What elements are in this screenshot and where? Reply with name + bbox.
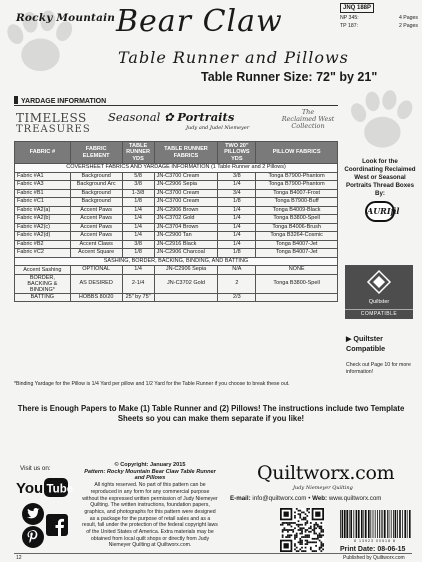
triangle-right-icon: ▶ — [346, 336, 352, 343]
table-cell: OPTIONAL — [70, 266, 122, 275]
table-cell: Fabric #A3 — [15, 181, 71, 190]
email-link[interactable]: info@quiltworx.com — [252, 495, 307, 502]
table-cell: 1/8 — [218, 249, 256, 258]
page-subtitle: Table Runner and Pillows — [118, 48, 349, 67]
table-cell: 1/4 — [122, 223, 154, 232]
extras-row — [15, 274, 338, 293]
pre-title: Rocky Mountain — [16, 12, 116, 24]
table-cell: AS DESIRED — [70, 274, 122, 293]
table-cell: Accent Sashing — [15, 266, 71, 275]
pattern-ident-box — [340, 3, 418, 30]
page-number: 12 — [16, 555, 22, 561]
table-cell: JN-C3700 Cream — [154, 198, 218, 207]
table-row — [15, 232, 338, 241]
quiltster-diamond-icon — [367, 270, 391, 294]
contact-line: E-mail: info@quiltworx.com • Web: www.quiltworx.com — [230, 495, 382, 502]
runner-size-title: Table Runner Size: 72" by 21" — [201, 70, 378, 84]
table-cell: Tonga B4006-Brush — [256, 223, 338, 232]
qr-code[interactable] — [280, 508, 324, 552]
ident-row: TP 187: 2 Pages — [340, 23, 418, 29]
table-row — [15, 172, 338, 181]
table-cell: JN-C3702 Gold — [154, 215, 218, 224]
table-row — [15, 249, 338, 258]
table-cell: Accent Square — [70, 249, 122, 258]
column-header: PILLOW FABRICS — [256, 142, 338, 164]
table-cell: JN-C2900 Tan — [154, 232, 218, 241]
column-header: TABLE RUNNER YDS — [122, 142, 154, 164]
paw-print-icon — [346, 86, 416, 156]
table-cell: 2 — [218, 274, 256, 293]
twitter-icon[interactable] — [22, 503, 44, 525]
table-cell: Fabric #C1 — [15, 198, 71, 207]
table-cell: BORDER, BACKING & BINDING* — [15, 274, 71, 293]
table-cell: Tonga B4007-Jet — [256, 240, 338, 249]
facebook-icon[interactable] — [46, 514, 68, 536]
table-cell: JN-C2906 Brown — [154, 206, 218, 215]
quiltster-badge: Quiltster COMPATIBLE — [345, 265, 413, 319]
svg-text:You: You — [16, 480, 44, 497]
table-cell: Tonga B3800-Spell — [256, 215, 338, 224]
column-header: TABLE RUNNER FABRICS — [154, 142, 218, 164]
table-cell: Fabric #A2(b) — [15, 215, 71, 224]
table-cell: Fabric #A2(a) — [15, 206, 71, 215]
table-cell: Tonga B7900-Phantom — [256, 181, 338, 190]
table-cell: Accent Claws — [70, 240, 122, 249]
table-cell: 25" by 75" — [122, 293, 154, 302]
page-title: Bear Claw — [116, 4, 283, 39]
table-cell: 1/8 — [122, 198, 154, 207]
upc-barcode — [338, 510, 412, 538]
copyright-notice: © Copyright: January 2015 Pattern: Rocky Mountain Bear Claw Table Runner and Pillows All rights reserved. No part of this pattern can be reproduced in any form for any commercial purpose without the expressed written permission of Judy Niemeyer Quilting. The written instructions, foundation papers, graphics, and photographs for this pattern were designed as a package for the purpose of retail sales and as a result, fall under the protection of the federal copyright laws of the United States of America. Extra materials may be obtained from local quilt shops or directly from Judy Niemeyer Quilting at Quiltworx.com. — [82, 462, 218, 549]
seasonal-portraits-logo: Seasonal ✿ Portraits Judy and Judel Niemeyer — [108, 110, 250, 131]
table-cell: 1/4 — [218, 206, 256, 215]
table-cell: Fabric #A2(c) — [15, 223, 71, 232]
svg-text:Tube: Tube — [46, 483, 74, 496]
table-row — [15, 181, 338, 190]
table-cell: Tonga B4007-Frost — [256, 189, 338, 198]
table-row — [15, 223, 338, 232]
table-cell: Background — [70, 198, 122, 207]
table-cell: 1/4 — [122, 215, 154, 224]
table-cell — [154, 293, 218, 302]
table-cell: HOBBS 80/20 — [70, 293, 122, 302]
barcode-number: 8 13923 00518 8 — [354, 539, 396, 543]
table-cell: JN-C3700 Cream — [154, 172, 218, 181]
table-cell: 2-1/4 — [122, 274, 154, 293]
pinterest-icon[interactable] — [22, 526, 44, 548]
checkout-note: Check out Page 10 for more information! — [346, 362, 411, 375]
quiltworx-tagline: Judy Niemeyer Quilting — [293, 485, 353, 491]
table-cell: Fabric #C2 — [15, 249, 71, 258]
ident-row: NP 345: 4 Pages — [340, 15, 418, 21]
aurifil-logo: AURIfil — [365, 201, 395, 222]
table-cell: 1-3/8 — [122, 189, 154, 198]
publisher-credit: Published by Quiltworx.com — [343, 555, 405, 561]
table-cell: Fabric #A1 — [15, 172, 71, 181]
extras-row — [15, 266, 338, 275]
table-cell: Accent Paws — [70, 232, 122, 241]
table-row — [15, 198, 338, 207]
table-cell: 1/8 — [218, 198, 256, 207]
table-cell: JN-C2906 Sepia — [154, 266, 218, 275]
table-cell: JN-C2906 Charcoal — [154, 249, 218, 258]
table-header-row — [15, 142, 338, 164]
table-cell: Background — [70, 172, 122, 181]
table-cell: Fabric #B2 — [15, 240, 71, 249]
column-header: FABRIC # — [15, 142, 71, 164]
table-cell: Accent Paws — [70, 215, 122, 224]
extras-section-row: SASHING, BORDER, BACKING, BINDING, AND BATTING — [15, 257, 338, 266]
table-cell: 3/8 — [122, 240, 154, 249]
timeless-treasures-logo: TIMELESS TREASURES — [16, 111, 91, 135]
table-cell: BATTING — [15, 293, 71, 302]
quiltworx-logo: Quiltworx.com — [257, 462, 395, 484]
pattern-code: JNQ 188P — [340, 3, 374, 13]
column-header: FABRIC ELEMENT — [70, 142, 122, 164]
table-cell — [256, 293, 338, 302]
table-cell: Background Arc — [70, 181, 122, 190]
table-cell: NONE — [256, 266, 338, 275]
binding-footnote: *Binding Yardage for the Pillow is 1/4 Yard per pillow and 1/2 Yard for the Table Runner if you choose to break these out. — [14, 381, 290, 387]
table-cell: Accent Paws — [70, 206, 122, 215]
table-cell: 3/4 — [218, 189, 256, 198]
footer-divider — [14, 553, 412, 554]
table-cell: 3/8 — [122, 181, 154, 190]
table-cell: Tonga B7900-Phantom — [256, 172, 338, 181]
table-cell: 1/4 — [122, 266, 154, 275]
table-cell: JN-C2916 Black — [154, 240, 218, 249]
table-row — [15, 215, 338, 224]
table-row — [15, 189, 338, 198]
table-cell: Tonga B3264-Cosmic — [256, 232, 338, 241]
table-cell: N/A — [218, 266, 256, 275]
table-row — [15, 206, 338, 215]
coversheet-section-row: COVERSHEET FABRICS AND YARDAGE INFORMATION (1 Table Runner and 2 Pillows) — [15, 164, 338, 173]
print-date: Print Date: 08-06-15 — [340, 546, 406, 553]
papers-note: There is Enough Papers to Make (1) Table Runner and (2) Pillows! The instructions include two Template Sheets so you can make them separate if you like! — [17, 404, 405, 423]
table-cell: 1/4 — [218, 215, 256, 224]
table-cell: Tonga B4007-Jet — [256, 249, 338, 258]
table-cell: 1/4 — [122, 206, 154, 215]
column-header: TWO 20" PILLOWS YDS — [218, 142, 256, 164]
reclaimed-west-logo: The Reclaimed West Collection — [281, 108, 335, 130]
extras-row — [15, 293, 338, 302]
quiltster-compatible: ▶ Quiltster Compatible — [346, 334, 386, 353]
yardage-table — [14, 141, 338, 302]
visit-us-label: Visit us on: — [20, 465, 51, 472]
table-cell: 5/8 — [122, 172, 154, 181]
table-cell: Tonga B4009-Black — [256, 206, 338, 215]
table-cell: Background — [70, 189, 122, 198]
coordinating-thread-note: Look for the Coordinating Reclaimed West or Seasonal Portraits Thread Boxes By: — [344, 158, 416, 197]
table-cell: JN-C3704 Brown — [154, 223, 218, 232]
table-cell: JN-C3700 Cream — [154, 189, 218, 198]
table-cell: 1/4 — [218, 232, 256, 241]
table-cell: JN-C2906 Sepia — [154, 181, 218, 190]
table-cell: Fabric #B1 — [15, 189, 71, 198]
table-cell: 1/4 — [218, 181, 256, 190]
table-row — [15, 240, 338, 249]
table-cell: 1/4 — [218, 240, 256, 249]
yardage-section-header: YARDAGE INFORMATION — [14, 96, 338, 106]
table-cell: Tonga B7900-Buff — [256, 198, 338, 207]
table-cell: 3/8 — [218, 172, 256, 181]
website-link[interactable]: www.quiltworx.com — [328, 495, 382, 502]
table-cell: 1/8 — [122, 249, 154, 258]
table-cell: Fabric #A2(d) — [15, 232, 71, 241]
youtube-icon[interactable] — [16, 476, 74, 498]
flower-icon: ✿ — [163, 110, 174, 124]
table-cell: 1/4 — [218, 223, 256, 232]
table-cell: JN-C3702 Gold — [154, 274, 218, 293]
table-cell: 1/4 — [122, 232, 154, 241]
table-cell: Tonga B3800-Spell — [256, 274, 338, 293]
table-cell: 2/3 — [218, 293, 256, 302]
table-cell: Accent Paws — [70, 223, 122, 232]
